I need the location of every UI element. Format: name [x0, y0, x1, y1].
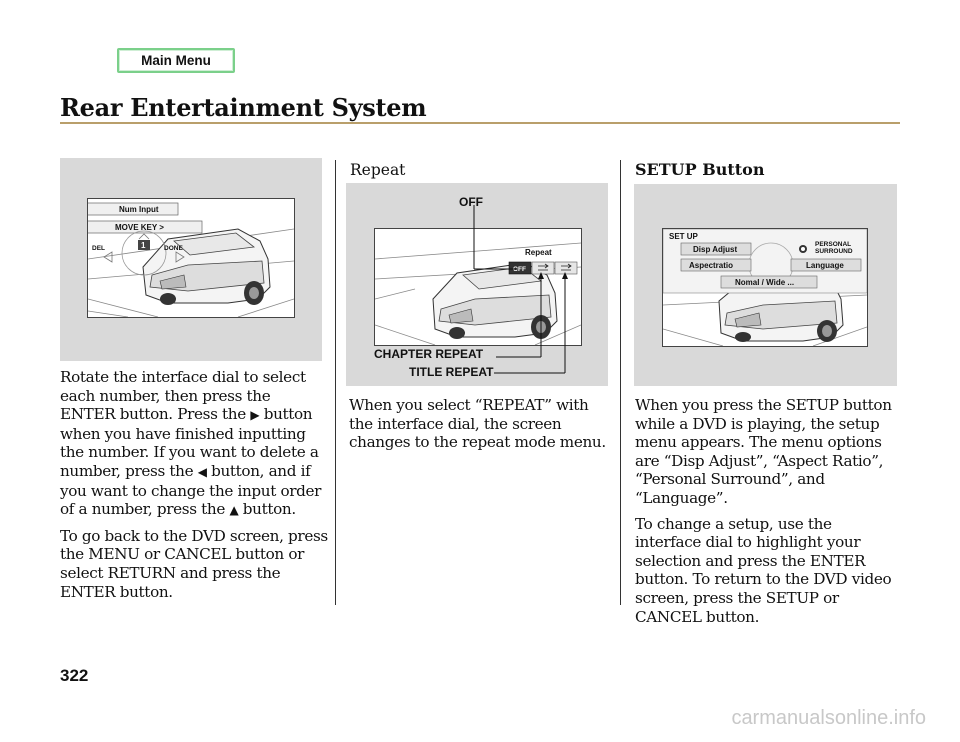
col1-paragraph-2: To go back to the DVD screen, press the MENU or CANCEL button or select RETURN and press the ENTER button.: [60, 526, 328, 601]
setup-overlay: [663, 229, 867, 346]
col2-text: [349, 396, 611, 459]
col3-paragraph-2: To change a setup, use the interface dial to highlight your selection and press the ENTER button. To return to the DVD video screen, press the SETUP or CANCEL button.: [635, 514, 892, 626]
setup-figure: [634, 184, 897, 386]
col2-paragraph-1: When you select “REPEAT” with the interface dial, the screen changes to the repeat mode menu.: [349, 396, 606, 452]
nomal-wide-option: Nomal / Wide ...: [735, 278, 795, 287]
title-repeat-callout: TITLE REPEAT: [409, 365, 494, 379]
setup-screen: [662, 228, 868, 347]
setup-heading: SETUP Button: [635, 160, 765, 179]
off-button-label: OFF: [513, 266, 526, 273]
col1-paragraph-1: Rotate the interface dial to select each number, then press the ENTER button. Press the ▶ button when you have finished inputting the number. If you want to delete a number, press the ◀ button, and if you want to change the input order of a number, press the ▲ button.: [60, 368, 322, 519]
chapter-repeat-callout: CHAPTER REPEAT: [374, 347, 484, 361]
num-input-label: Num Input: [119, 205, 159, 214]
del-label: DEL: [92, 245, 105, 252]
digit-label: 1: [141, 241, 146, 250]
main-menu-button[interactable]: Main Menu: [117, 48, 235, 73]
personal-surround-option-1: PERSONAL: [815, 241, 852, 248]
done-label: DONE: [164, 245, 183, 252]
personal-surround-option-2: SURROUND: [815, 248, 853, 255]
num-input-screen: [87, 198, 295, 318]
set-up-label: SET UP: [669, 232, 698, 241]
watermark: carmanualsonline.info: [731, 707, 926, 729]
page-number: 322: [60, 666, 89, 685]
repeat-menu-label: Repeat: [525, 248, 552, 257]
column-divider-2: [620, 160, 621, 605]
right-arrow-icon: ▶: [250, 408, 260, 423]
section-title: Rear Entertainment System: [60, 93, 427, 122]
col3-paragraph-1: When you press the SETUP button while a DVD is playing, the setup menu appears. The menu options are “Disp Adjust”, “Aspect Ratio”, “Personal Surround”, and “Language”.: [635, 396, 892, 507]
up-arrow-icon: ▲: [229, 503, 239, 518]
repeat-figure: [346, 183, 608, 386]
off-callout: OFF: [459, 195, 483, 209]
repeat-heading: Repeat: [350, 161, 406, 179]
column-divider-1: [335, 160, 336, 605]
col3-text: [635, 396, 900, 633]
language-option: Language: [806, 261, 844, 270]
col1-text: [60, 368, 330, 608]
num-input-figure: [60, 158, 322, 361]
header-rule: [60, 122, 900, 124]
disp-adjust-option: Disp Adjust: [693, 245, 738, 254]
aspectratio-option: Aspectratio: [689, 261, 734, 270]
move-key-label: MOVE KEY >: [115, 223, 164, 232]
left-arrow-icon: ◀: [197, 464, 207, 479]
num-input-overlay: [88, 199, 294, 317]
